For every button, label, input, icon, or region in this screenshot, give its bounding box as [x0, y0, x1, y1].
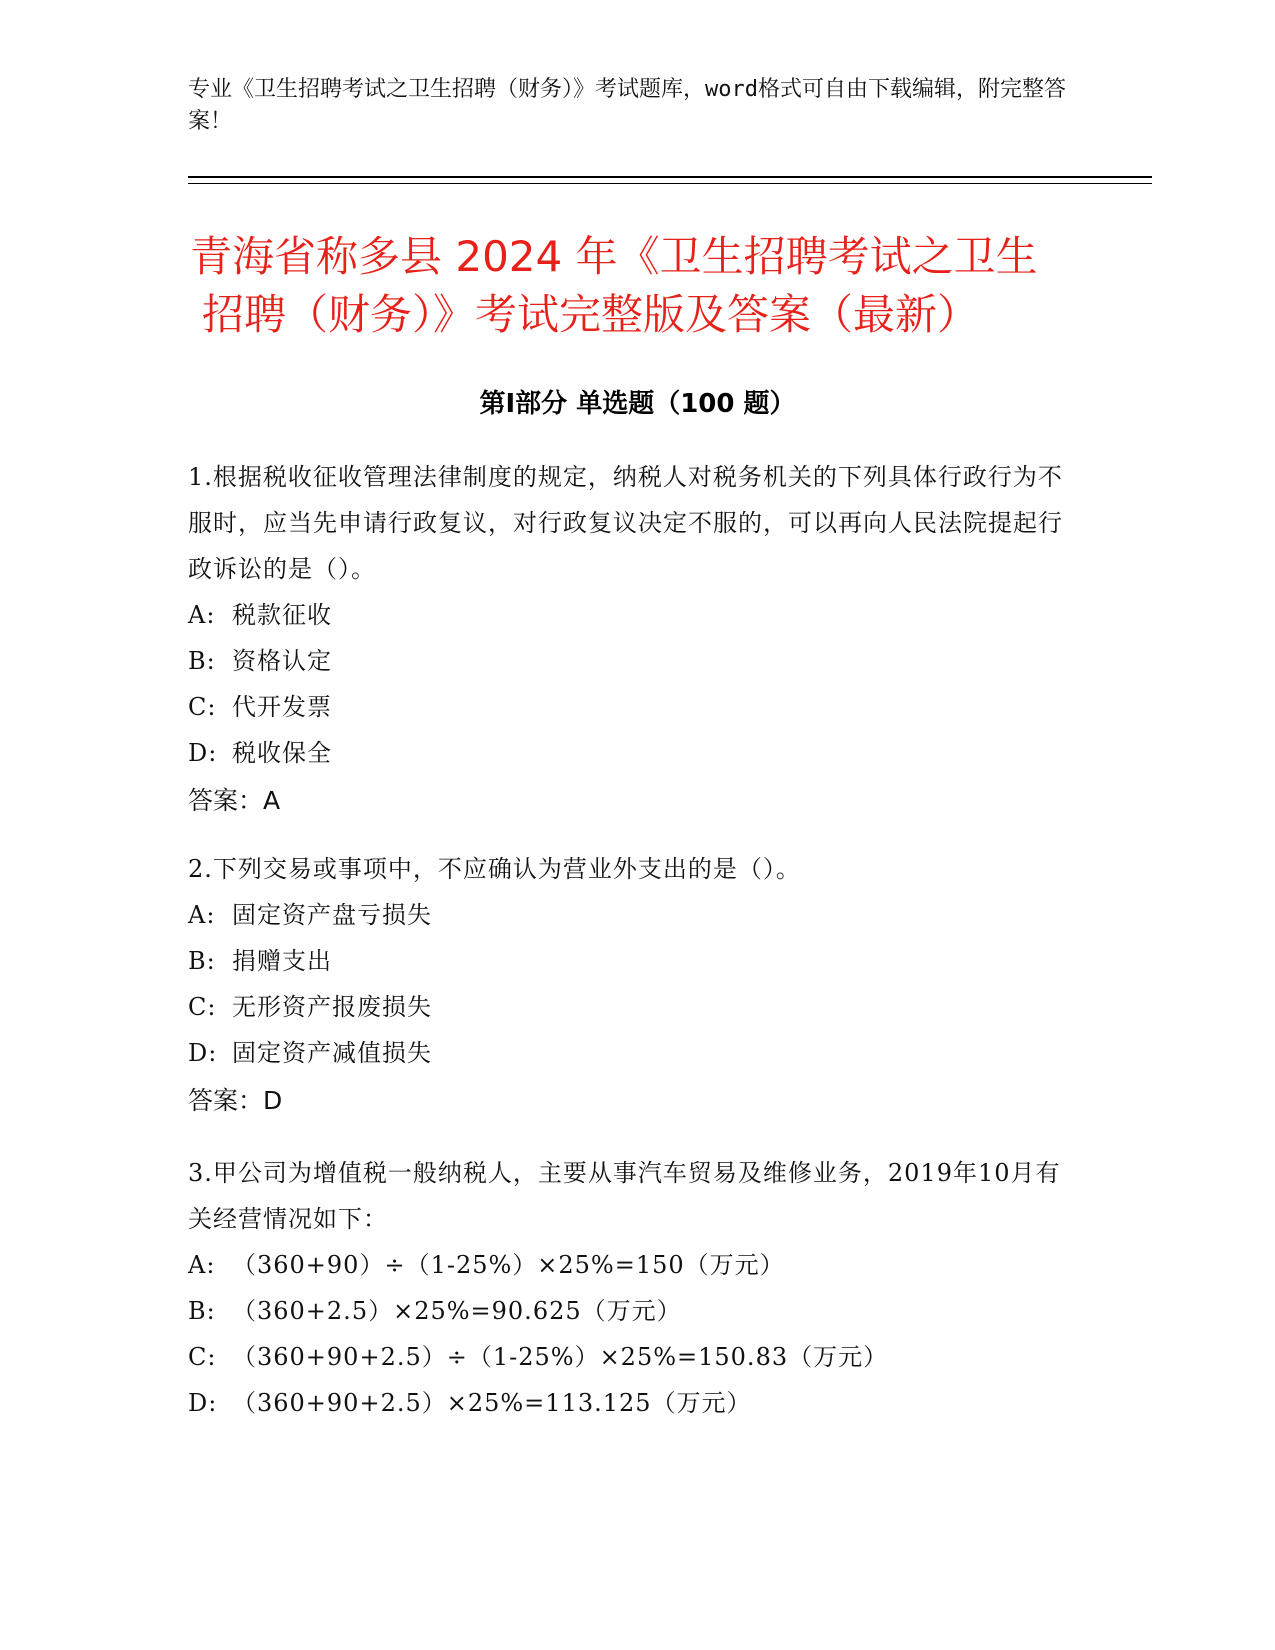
option-c: [188, 684, 1068, 730]
question-stem: 1.根据税收征收管理法律制度的规定，纳税人对税务机关的下列具体行政行为不服时，应当先申请行政复议，对行政复议决定不服的，可以再向人民法院提起行政诉讼的是（）。: [188, 463, 1063, 583]
option-b: [188, 638, 1068, 684]
option-a: [188, 592, 1068, 638]
question-stem: 2.下列交易或事项中，不应确认为营业外支出的是（）。: [188, 855, 801, 883]
document-title-line-1: 青海省称多县 2024 年《卫生招聘考试之卫生: [190, 232, 1038, 281]
option-key: C:: [188, 993, 217, 1021]
option-text: 税收保全: [232, 739, 332, 767]
document-title-line-2: 招聘（财务）》考试完整版及答案（最新）: [202, 290, 980, 339]
question-2: [188, 846, 1068, 1124]
option-key: D:: [188, 1389, 218, 1417]
option-text: 固定资产盘亏损失: [232, 901, 432, 929]
option-text: （360+90）÷（1-25%）×25%=150（万元）: [232, 1251, 785, 1279]
option-key: A:: [188, 901, 216, 929]
question-stem: 3.甲公司为增值税一般纳税人，主要从事汽车贸易及维修业务，2019年10月有关经营情况如下：: [188, 1159, 1061, 1233]
option-text: （360+2.5）×25%=90.625（万元）: [232, 1297, 682, 1325]
option-text: 固定资产减值损失: [232, 1039, 432, 1067]
option-text: （360+90+2.5）×25%=113.125（万元）: [232, 1389, 752, 1417]
answer-line: 答案：D: [188, 1086, 283, 1115]
option-key: D:: [188, 1039, 218, 1067]
option-key: D:: [188, 739, 218, 767]
option-a: [188, 892, 1068, 938]
option-key: A:: [188, 601, 216, 629]
option-text: 资格认定: [232, 647, 332, 675]
header-divider-thick: [188, 176, 1152, 178]
option-key: B:: [188, 947, 216, 975]
option-key: C:: [188, 693, 217, 721]
option-d: [188, 730, 1068, 776]
option-d: [188, 1380, 1068, 1426]
option-d: [188, 1030, 1068, 1076]
option-b: [188, 938, 1068, 984]
option-text: 代开发票: [232, 693, 332, 721]
header-divider-thin: [188, 183, 1152, 184]
option-key: B:: [188, 647, 216, 675]
option-key: C:: [188, 1343, 217, 1371]
section-heading: 第Ⅰ部分 单选题（100 题）: [479, 389, 796, 419]
question-1: [188, 454, 1068, 824]
option-c: [188, 984, 1068, 1030]
option-a: [188, 1242, 1068, 1288]
option-key: A:: [188, 1251, 216, 1279]
option-text: 税款征收: [232, 601, 332, 629]
option-text: 无形资产报废损失: [232, 993, 432, 1021]
answer-line: 答案：A: [188, 786, 281, 815]
option-text: （360+90+2.5）÷（1-25%）×25%=150.83（万元）: [232, 1343, 889, 1371]
option-c: [188, 1334, 1068, 1380]
option-key: B:: [188, 1297, 216, 1325]
option-b: [188, 1288, 1068, 1334]
header-note: 专业《卫生招聘考试之卫生招聘（财务）》考试题库，word格式可自由下载编辑，附完整答案！: [188, 77, 1066, 134]
question-3: [188, 1150, 1068, 1426]
document-title: [190, 228, 1110, 344]
option-text: 捐赠支出: [232, 947, 332, 975]
